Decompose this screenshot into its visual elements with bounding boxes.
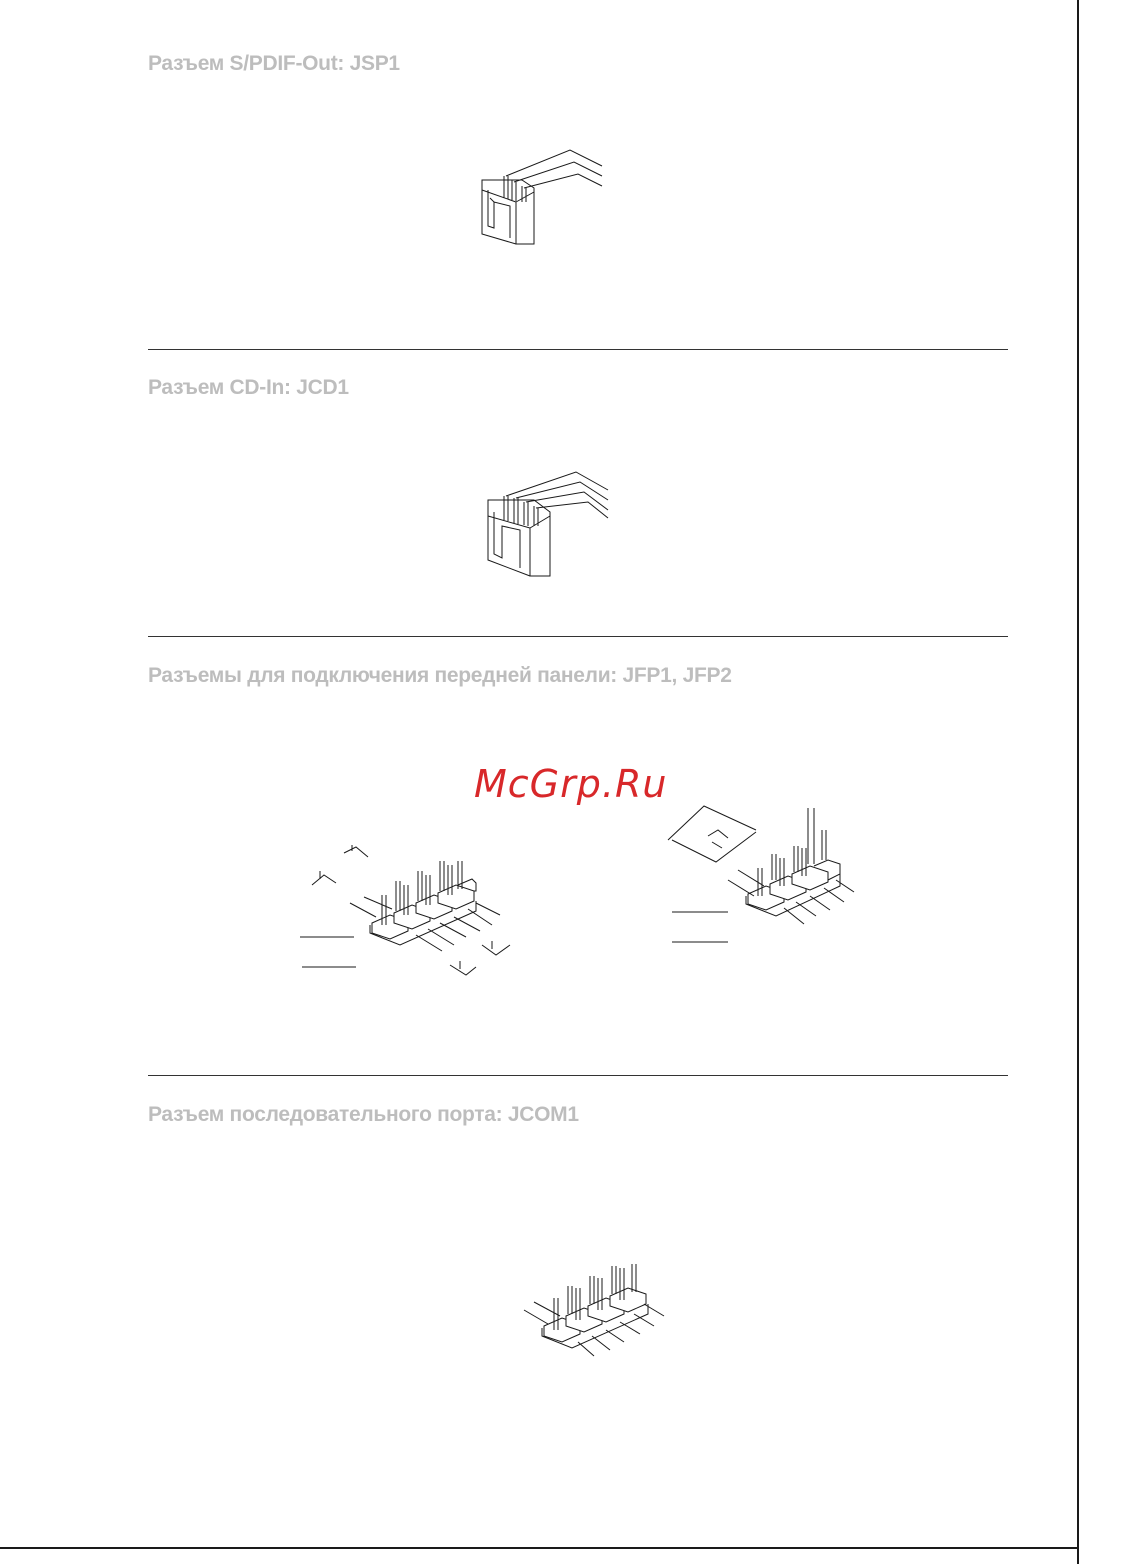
page-border-bottom — [0, 1547, 1079, 1549]
watermark-text: McGrp.Ru — [474, 762, 668, 806]
jfp2-connector-diagram — [664, 800, 864, 952]
jcd1-connector-diagram — [484, 468, 624, 580]
section-divider — [148, 636, 1008, 637]
jcom1-connector-diagram — [522, 1262, 672, 1358]
section-heading-jcd1: Разъем CD-In: JCD1 — [148, 376, 349, 399]
section-divider — [148, 1075, 1008, 1076]
section-heading-jsp1: Разъем S/PDIF-Out: JSP1 — [148, 52, 400, 75]
jfp1-connector-diagram — [296, 845, 526, 980]
section-heading-jfp: Разъемы для подключения передней панели: JFP1, JFP2 — [148, 664, 732, 687]
page-border-right — [1077, 0, 1079, 1564]
section-divider — [148, 349, 1008, 350]
jsp1-connector-diagram — [470, 142, 620, 252]
section-heading-jcom1: Разъем последовательного порта: JCOM1 — [148, 1103, 579, 1126]
